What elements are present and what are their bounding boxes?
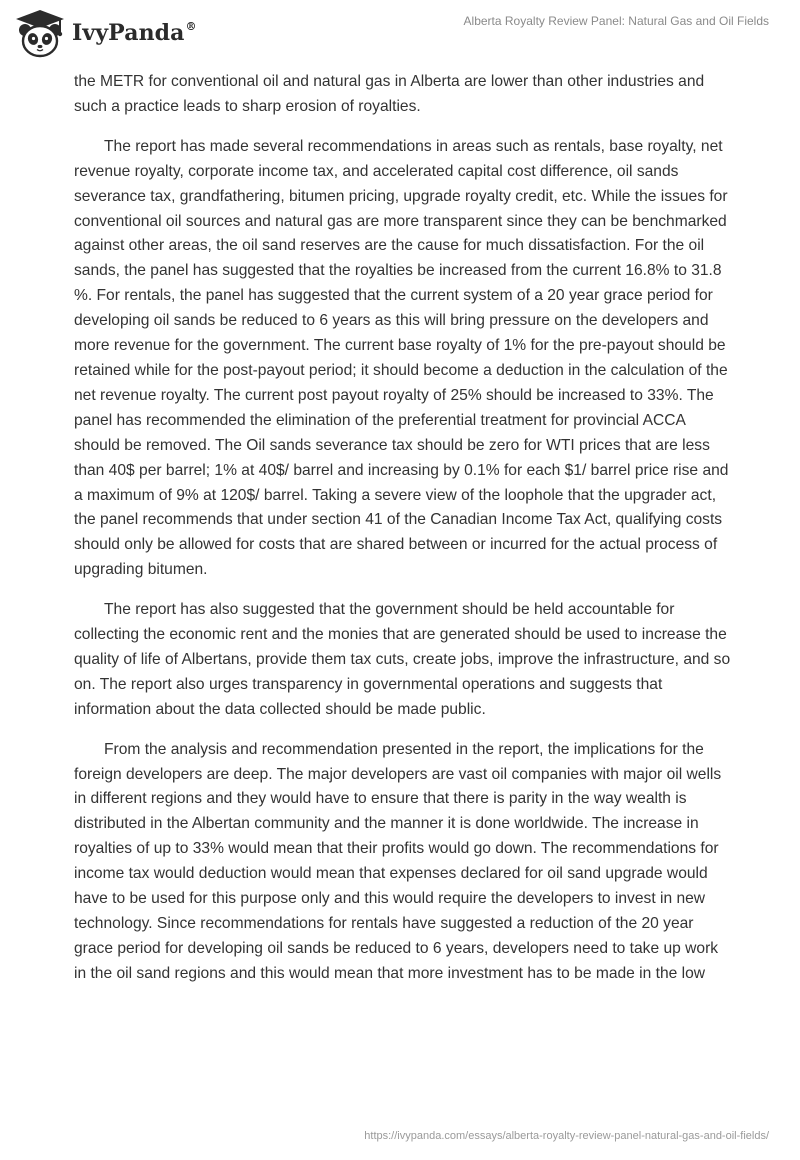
source-url[interactable]: https://ivypanda.com/essays/alberta-royalty-review-panel-natural-gas-and-oil-fields/ [364, 1130, 769, 1142]
registered-mark: ® [185, 20, 197, 33]
paragraph-continued: the METR for conventional oil and natural gas in Alberta are lower than other industries and such a practice leads to sharp erosion of royalties. [74, 73, 705, 115]
brand-name: IvyPanda® [72, 20, 197, 46]
document-title: Alberta Royalty Review Panel: Natural Gas and Oil Fields [463, 14, 769, 28]
paragraph-implications: From the analysis and recommendation presented in the report, the implications for the foreign developers are deep. The major developers are vast oil companies with major oil wells in different regions and they would have to ensure that there is parity in the way wealth is distributed in the Albertan community and the manner it is done worldwide. The increase in royalties of up to 33% would mean that their profits would go down. The recommendations for income tax would deduction would mean that expenses declared for oil sand upgrade would have to be used for this purpose only and this would require the developers to invest in new technology. Since recommendations for rentals have suggested a reduction of the 20 year grace period for developing oil sands be reduced to 6 years, developers need to take up work in the oil sand regions and this would mean that more investment has to be made in the low [74, 740, 722, 982]
page-header [0, 0, 800, 70]
ivypanda-logo[interactable] [14, 8, 197, 58]
panda-graduate-icon [14, 8, 66, 58]
paragraph-accountability: The report has also suggested that the government should be held accountable for collecting the economic rent and the monies that are generated should be used to increase the quality of life of Albertans, provide them tax cuts, create jobs, improve the infrastructure, and so on. The report also urges transparency in governmental operations and suggests that information about the data collected should be made public. [74, 601, 731, 718]
essay-body [74, 70, 734, 1002]
paragraph-recommendations: The report has made several recommendations in areas such as rentals, base royalty, net revenue royalty, corporate income tax, and accelerated capital cost difference, oil sands severance tax, grandfathering, bitumen pricing, upgrade royalty credit, etc. While the issues for conventional oil sources and natural gas are more transparent since they can be benchmarked against other areas, the oil sand reserves are the cause for much dissatisfaction. For the oil sands, the panel has suggested that the royalties be increased from the current 16.8% to 31.8 %. For rentals, the panel has suggested that the current system of a 20 year grace period for developing oil sands be reduced to 6 years as this will bring pressure on the developers and more revenue for the government. The current base royalty of 1% for the pre-payout should be retained while for the post-payout period; it should become a deduction in the calculation of the net revenue royalty. The current post payout royalty of 25% should be increased to 33%. The panel has recommended the elimination of the preferential treatment for provincial ACCA should be removed. The Oil sands severance tax should be zero for WTI prices that are less than 40$ per barrel; 1% at 40$/ barrel and increasing by 0.1% for each $1/ barrel price rise and a maximum of 9% at 120$/ barrel. Taking a severe view of the loophole that the upgrader act, the panel recommends that under section 41 of the Canadian Income Tax Act, qualifying costs should only be allowed for costs that are shared between or incurred for the actual process of upgrading bitumen. [74, 137, 729, 579]
